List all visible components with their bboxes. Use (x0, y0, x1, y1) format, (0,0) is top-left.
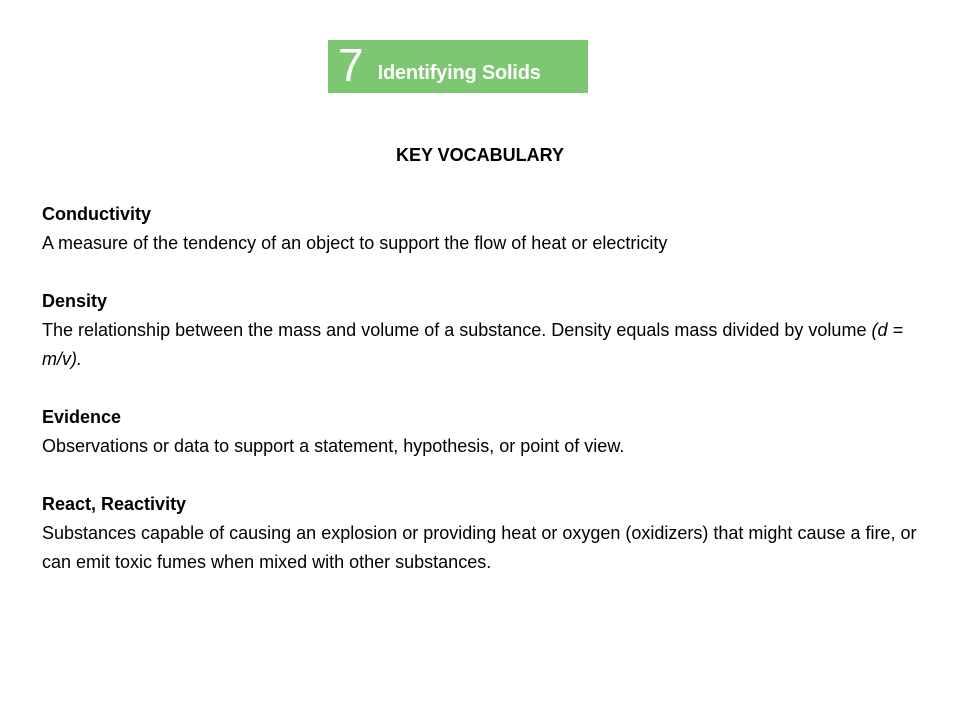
chapter-title-banner (328, 40, 588, 93)
term-definition-container (42, 316, 922, 374)
term-definition: Observations or data to support a statement, hypothesis, or point of view. (42, 436, 625, 456)
term-name: Conductivity (42, 204, 152, 224)
density-formula: (d = m/v). (42, 320, 903, 369)
chapter-title: Identifying Solids (377, 61, 541, 84)
vocab-entry-evidence (42, 403, 922, 461)
chapter-number: 7 (338, 38, 364, 91)
term-definition: The relationship between the mass and volume of a substance. Density equals mass divided by volume (42, 320, 872, 340)
vocab-entry-reactivity (42, 490, 922, 577)
vocab-entry-density (42, 287, 922, 374)
term-name: Evidence (42, 407, 122, 427)
term-definition: A measure of the tendency of an object to support the flow of heat or electricity (42, 233, 668, 253)
vocabulary-list (42, 200, 922, 606)
section-heading: KEY VOCABULARY (395, 145, 565, 165)
term-name: Density (42, 291, 108, 311)
vocab-entry-conductivity (42, 200, 922, 258)
term-definition: Substances capable of causing an explosion or providing heat or oxygen (oxidizers) that might cause a fire, or can emit toxic fumes when mixed with other substances. (42, 523, 917, 572)
term-name: React, Reactivity (42, 494, 187, 514)
